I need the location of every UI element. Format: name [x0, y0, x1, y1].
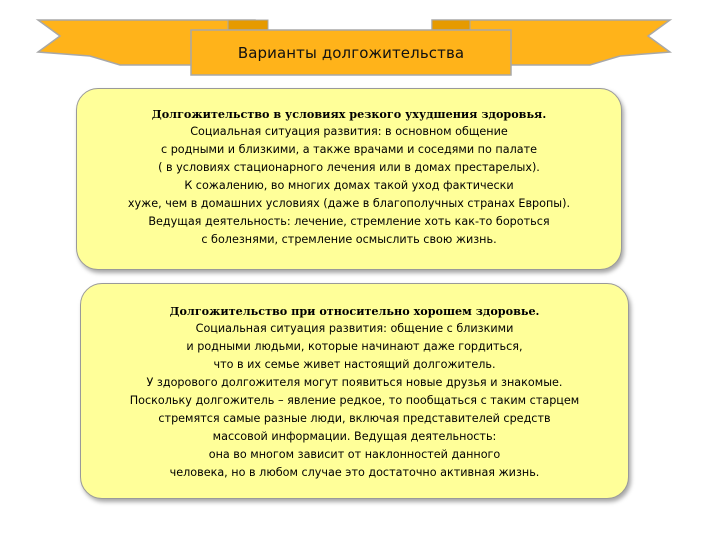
card-text-line: Ведущая деятельность: лечение, стремление хоть как-то бороться — [148, 215, 550, 228]
card-text-line: человека, но в любом случае это достаточно активная жизнь. — [169, 466, 540, 479]
card-text-line: хуже, чем в домашних условиях (даже в благополучных странах Европы). — [127, 197, 571, 210]
card-text-line: с болезнями, стремление осмыслить свою жизнь. — [201, 233, 497, 246]
card-text-line: что в их семье живет настоящий долгожитель. — [213, 358, 496, 371]
card-text-line: Поскольку долгожитель – явление редкое, то пообщаться с таким старцем — [129, 394, 580, 407]
card-heading: Долгожительство в условиях резкого ухудшения здоровья. — [151, 107, 547, 121]
card-health-decline — [76, 88, 622, 270]
page-title: Варианты долгожительства — [237, 44, 465, 62]
card-text-line: стремятся самые разные люди, включая представителей средств — [158, 412, 551, 425]
card-heading: Долгожительство при относительно хорошем здоровье. — [169, 304, 540, 318]
card-text-line: массовой информации. Ведущая деятельность: — [212, 430, 497, 443]
card-text-line: Социальная ситуация развития: общение с близкими — [195, 322, 514, 335]
card-text-line: ( в условиях стационарного лечения или в домах престарелых). — [158, 161, 540, 174]
card-text-line: К сожалению, во многих домах такой уход фактически — [184, 179, 514, 192]
card-good-health — [80, 283, 629, 499]
card-text-line: Социальная ситуация развития: в основном общение — [190, 125, 508, 138]
card-text-line: У здорового долгожителя могут появиться новые друзья и знакомые. — [146, 376, 563, 389]
card-text-line: с родными и близкими, а также врачами и соседями по палате — [161, 143, 537, 156]
card-text-line: она во многом зависит от наклонностей данного — [208, 448, 501, 461]
card-text-line: и родными людьми, которые начинают даже гордиться, — [186, 340, 523, 353]
